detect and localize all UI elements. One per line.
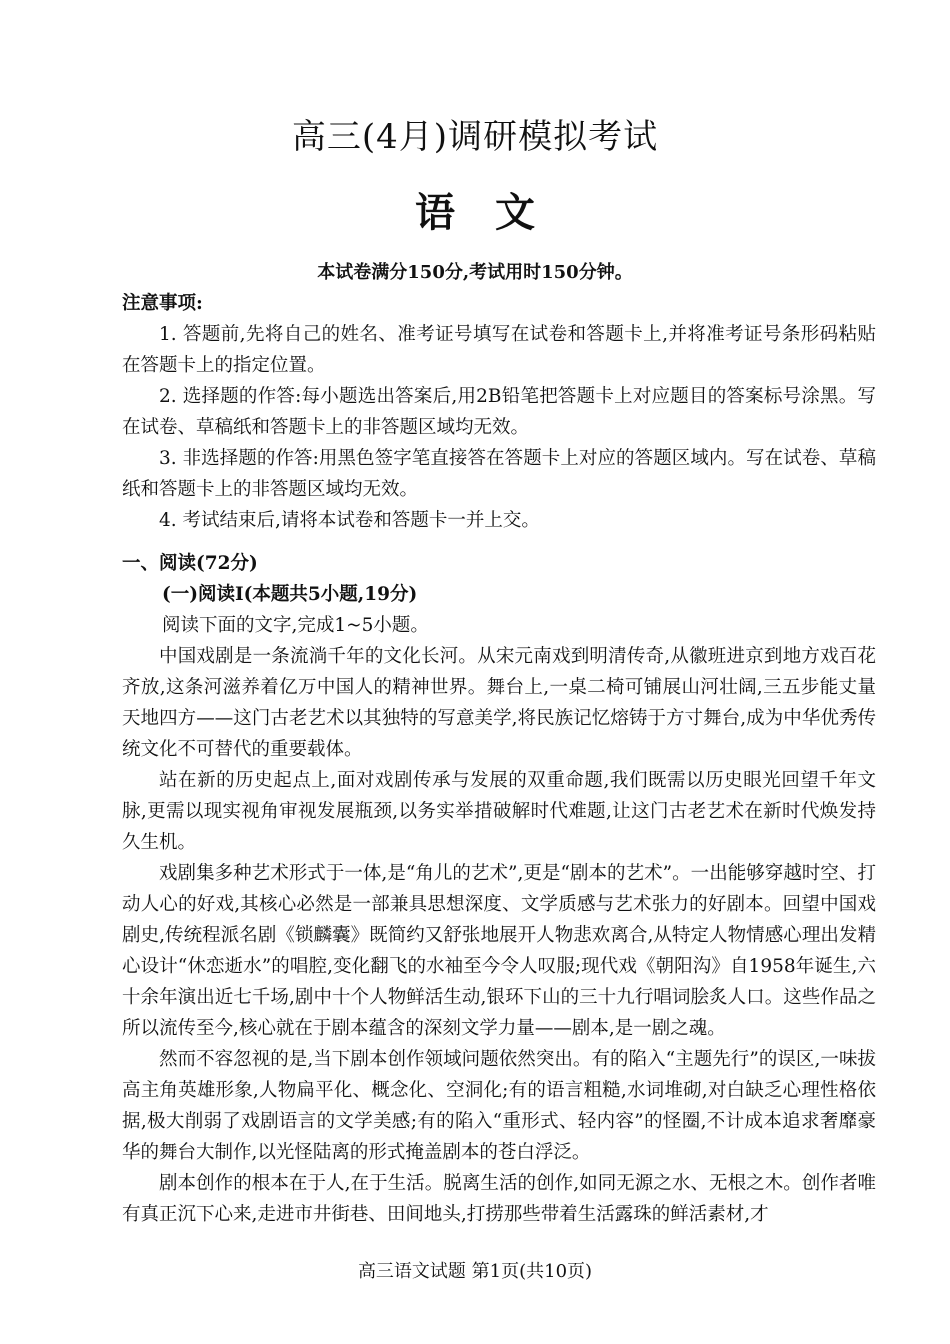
passage-paragraph: 中国戏剧是一条流淌千年的文化长河。从宋元南戏到明清传奇,从徽班进京到地方戏百花齐放,这条河滋养着亿万中国人的精神世界。舞台上,一桌二椅可铺展山河壮阔,三五步能丈量天地四方——这门古老艺术以其独特的写意美学,将民族记忆熔铸于方寸舞台,成为中华优秀传统文化不可替代的重要载体。	[122, 646, 876, 760]
section-instruction: 阅读下面的文字,完成1~5小题。	[162, 615, 429, 636]
notice-item: 3. 非选择题的作答:用黑色签字笔直接答在答题卡上对应的答题区域内。写在试卷、草稿纸和答题卡上的非答题区域均无效。	[122, 448, 876, 500]
notice-heading: 注意事项:	[122, 293, 203, 314]
exam-info: 本试卷满分150分,考试用时150分钟。	[317, 262, 633, 283]
passage-paragraph: 戏剧集多种艺术形式于一体,是“角儿的艺术”,更是“剧本的艺术”。一出能够穿越时空、打动人心的好戏,其核心必然是一部兼具思想深度、文学质感与艺术张力的好剧本。回望中国戏剧史,传统程派名剧《锁麟囊》既简约又舒张地展开人物悲欢离合,从特定人物情感心理出发精心设计“休恋逝水”的唱腔,变化翻飞的水袖至今令人叹服;现代戏《朝阳沟》自1958年诞生,六十余年演出近七千场,剧中十个人物鲜活生动,银环下山的三十九行唱词脍炙人口。这些作品之所以流传至今,核心就在于剧本蕴含的深刻文学力量——剧本,是一剧之魂。	[122, 863, 876, 1039]
notice-item: 2. 选择题的作答:每小题选出答案后,用2B铅笔把答题卡上对应题目的答案标号涂黑。写在试卷、草稿纸和答题卡上的非答题区域均无效。	[122, 386, 876, 438]
exam-title: 高三(4月)调研模拟考试	[291, 117, 659, 157]
notice-item: 4. 考试结束后,请将本试卷和答题卡一并上交。	[159, 510, 540, 531]
page-footer: 高三语文试题 第1页(共10页)	[357, 1261, 593, 1282]
section-subheading: (一)阅读Ⅰ(本题共5小题,19分)	[162, 584, 418, 605]
notice-item: 1. 答题前,先将自己的姓名、准考证号填写在试卷和答题卡上,并将准考证号条形码粘贴在答题卡上的指定位置。	[122, 324, 876, 376]
passage-paragraph: 剧本创作的根本在于人,在于生活。脱离生活的创作,如同无源之水、无根之木。创作者唯有真正沉下心来,走进市井街巷、田间地头,打捞那些带着生活露珠的鲜活素材,才	[122, 1173, 876, 1225]
passage-paragraph: 然而不容忽视的是,当下剧本创作领域问题依然突出。有的陷入“主题先行”的误区,一味拔高主角英雄形象,人物扁平化、概念化、空洞化;有的语言粗糙,水词堆砌,对白缺乏心理性格依据,极大削弱了戏剧语言的文学美感;有的陷入“重形式、轻内容”的怪圈,不计成本追求奢靡豪华的舞台大制作,以光怪陆离的形式掩盖剧本的苍白浮泛。	[122, 1049, 876, 1163]
passage-paragraph: 站在新的历史起点上,面对戏剧传承与发展的双重命题,我们既需以历史眼光回望千年文脉,更需以现实视角审视发展瓶颈,以务实举措破解时代难题,让这门古老艺术在新时代焕发持久生机。	[122, 770, 876, 853]
section-heading: 一、阅读(72分)	[122, 553, 258, 574]
reading-section	[122, 548, 876, 1230]
subject-title: 语文	[415, 189, 575, 236]
notice-block	[122, 288, 876, 536]
